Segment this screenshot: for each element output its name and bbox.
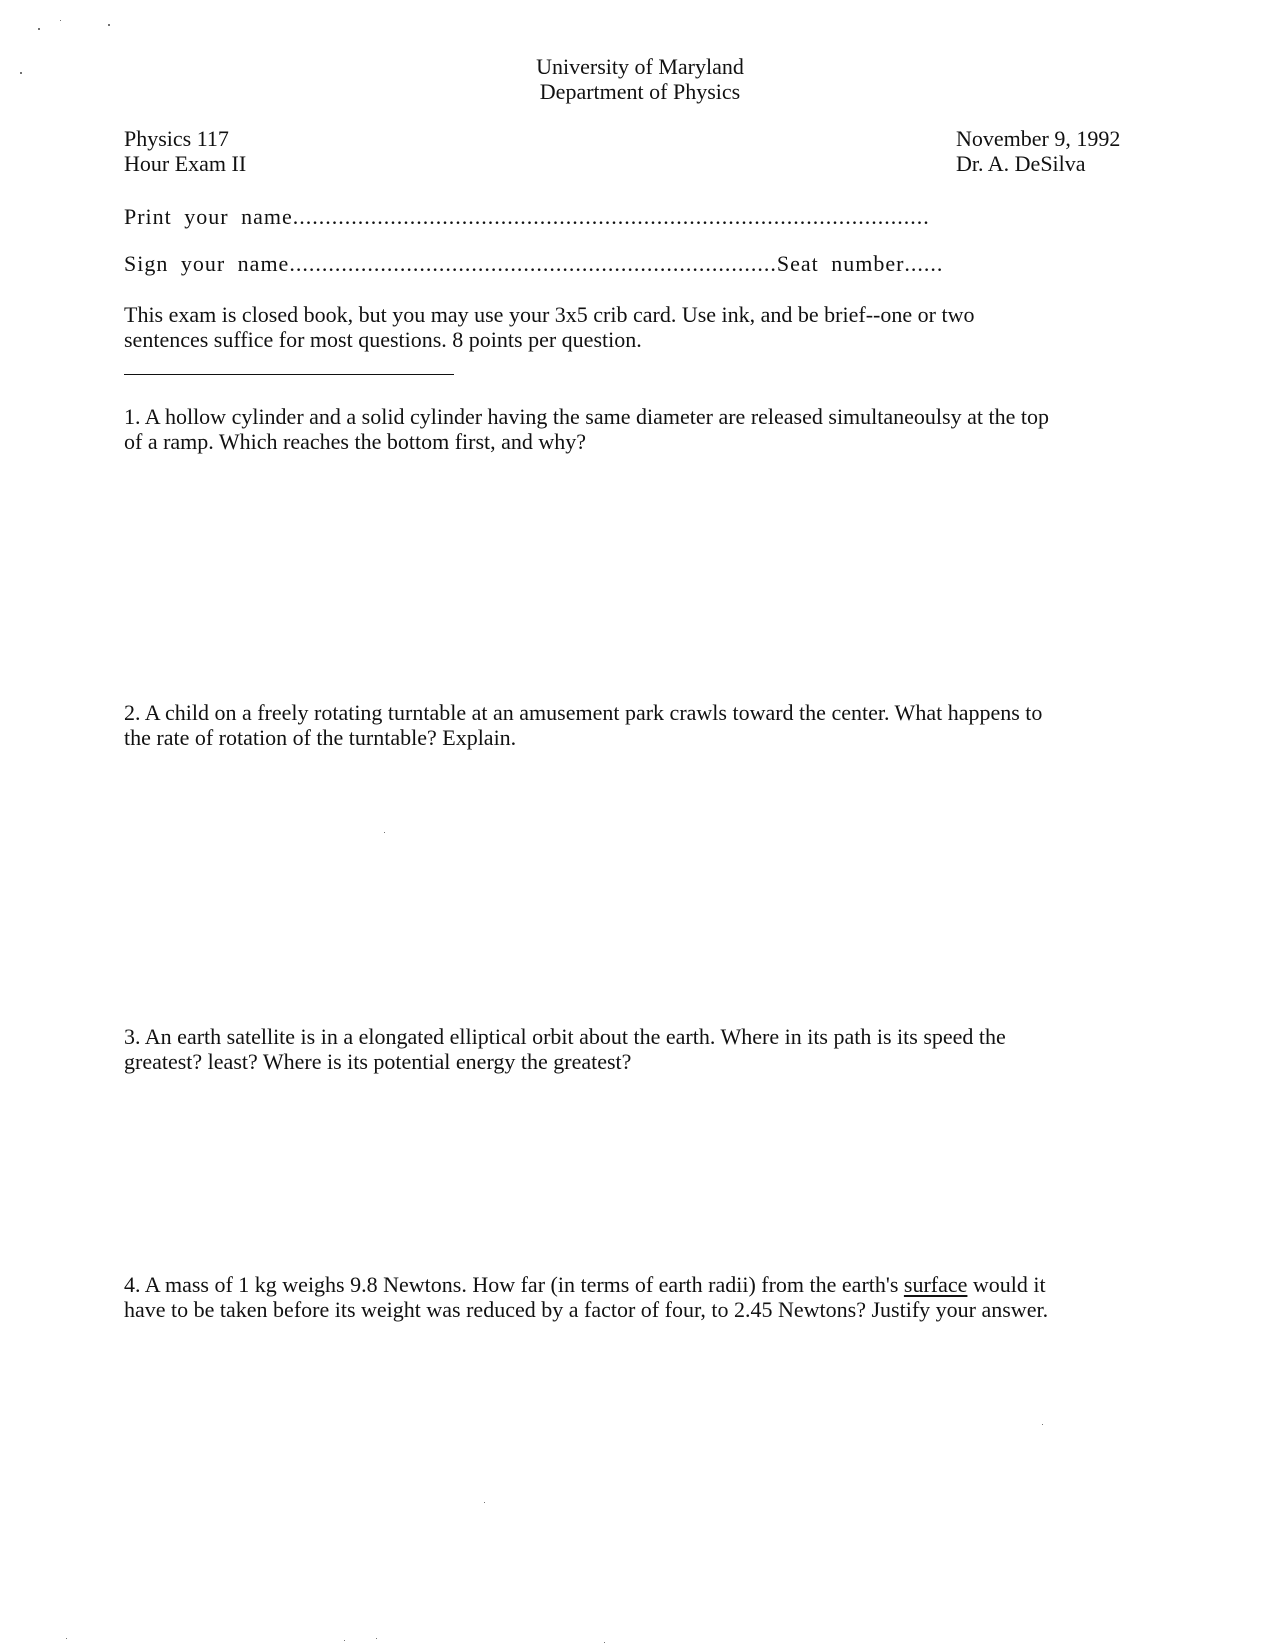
scan-speck bbox=[384, 832, 385, 833]
document-header bbox=[0, 54, 1280, 104]
scan-speck bbox=[604, 1642, 605, 1643]
instructor-name: Dr. A. DeSilva bbox=[956, 151, 1086, 176]
exam-meta bbox=[956, 126, 1120, 176]
scan-speck bbox=[1042, 1424, 1043, 1425]
question-2-answer-area[interactable] bbox=[124, 756, 1184, 1006]
question-4-underlined-word: surface bbox=[903, 1272, 968, 1297]
sign-name-label: Sign your name bbox=[124, 251, 290, 276]
question-1-line-2: of a ramp. Which reaches the bottom first, and why? bbox=[124, 429, 587, 454]
question-4-text-end: would it bbox=[967, 1272, 1046, 1297]
sign-name-line bbox=[124, 251, 943, 276]
print-name-field[interactable]: .................................................................................................. bbox=[292, 204, 930, 229]
scan-speck bbox=[20, 72, 22, 74]
institution-name: University of Maryland bbox=[536, 54, 744, 79]
question-3-line-2: greatest? least? Where is its potential energy the greatest? bbox=[124, 1049, 632, 1074]
scan-speck bbox=[376, 1638, 377, 1639]
question-2-line-1: 2. A child on a freely rotating turntable at an amusement park crawls toward the center. What happens to bbox=[124, 700, 1043, 725]
scan-speck bbox=[484, 1502, 485, 1503]
question-4-answer-area[interactable] bbox=[124, 1328, 1184, 1618]
sign-name-field[interactable]: ........................................................................... bbox=[289, 251, 777, 276]
seat-number-label: Seat number bbox=[776, 251, 905, 276]
course-name: Physics 117 bbox=[124, 126, 229, 151]
question-2 bbox=[124, 700, 1184, 750]
course-info bbox=[124, 126, 246, 176]
scan-speck bbox=[38, 28, 40, 30]
scan-speck bbox=[66, 1638, 67, 1639]
instructions-line-2: sentences suffice for most questions. 8 points per question. bbox=[124, 327, 642, 352]
question-1 bbox=[124, 404, 1184, 454]
print-name-line bbox=[124, 204, 930, 229]
instructions bbox=[124, 302, 1184, 352]
question-1-line-1: 1. A hollow cylinder and a solid cylinder having the same diameter are released simultaneoulsy at the top bbox=[124, 404, 1049, 429]
question-1-answer-area[interactable] bbox=[124, 460, 1184, 690]
scan-speck bbox=[60, 20, 61, 21]
question-3 bbox=[124, 1024, 1184, 1074]
question-4-line-2: have to be taken before its weight was reduced by a factor of four, to 2.45 Newtons? Justify your answer. bbox=[124, 1297, 1049, 1322]
question-4-line-1 bbox=[124, 1272, 1184, 1297]
department-name: Department of Physics bbox=[539, 79, 741, 104]
section-divider bbox=[124, 374, 454, 375]
question-4-text-start: 4. A mass of 1 kg weighs 9.8 Newtons. How far (in terms of earth radii) from the earth's bbox=[124, 1272, 904, 1297]
scan-speck bbox=[344, 1640, 345, 1641]
question-3-line-1: 3. An earth satellite is in a elongated elliptical orbit about the earth. Where in its path is its speed the bbox=[124, 1024, 1006, 1049]
question-3-answer-area[interactable] bbox=[124, 1080, 1184, 1260]
print-name-label: Print your name bbox=[124, 204, 293, 229]
question-4 bbox=[124, 1272, 1184, 1322]
instructions-line-1: This exam is closed book, but you may use your 3x5 crib card. Use ink, and be brief--one or two bbox=[124, 302, 975, 327]
question-2-line-2: the rate of rotation of the turntable? Explain. bbox=[124, 725, 517, 750]
exam-date: November 9, 1992 bbox=[956, 126, 1121, 151]
scan-speck bbox=[108, 24, 110, 26]
seat-number-field[interactable]: ...... bbox=[904, 251, 944, 276]
exam-title: Hour Exam II bbox=[124, 151, 247, 176]
